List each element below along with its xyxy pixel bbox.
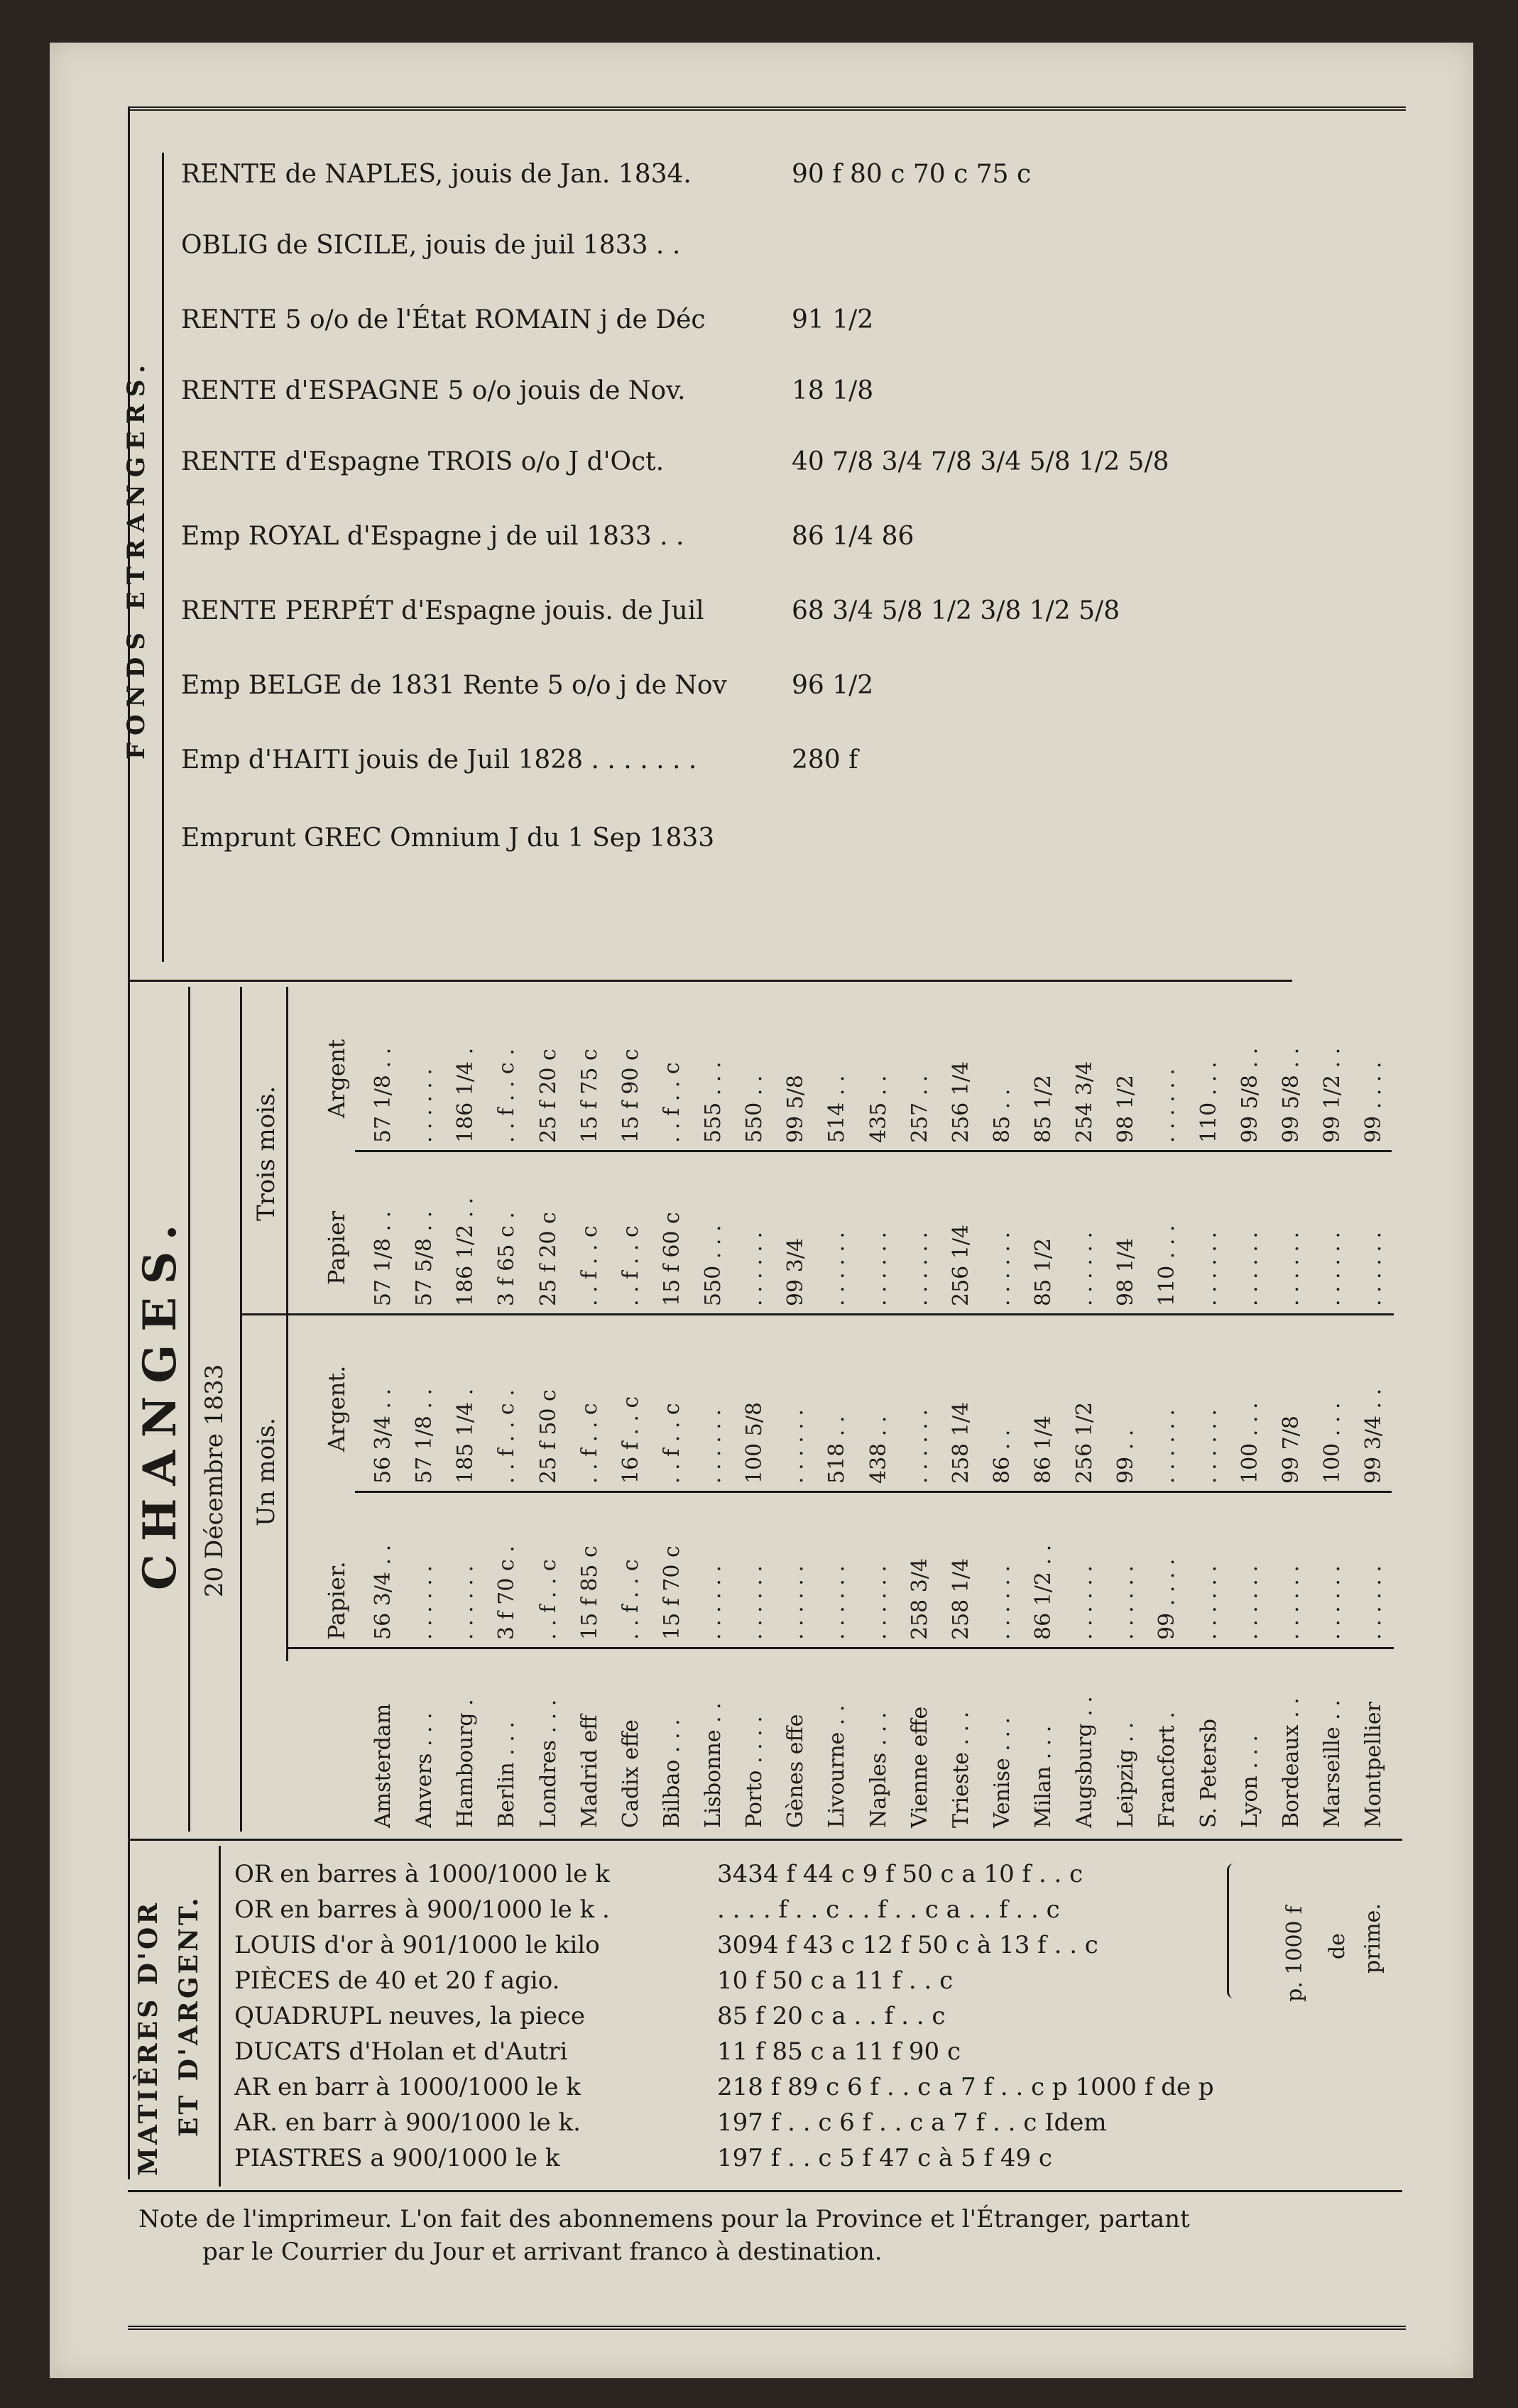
change-tm-papier: . . f . . c [577, 1225, 602, 1306]
section-separator [128, 980, 1292, 982]
change-tm-argent: . . f . . c [660, 1062, 684, 1143]
fonds-row [181, 671, 1331, 713]
fonds-row [181, 823, 1331, 866]
change-tm-papier: 186 1/2 . . [453, 1197, 478, 1306]
fonds-row [181, 745, 1331, 788]
change-tm-argent: 85 1/2 [1031, 1075, 1056, 1143]
tm-argent-header: Argent [323, 1039, 350, 1118]
change-tm-papier: . . . . . . [1279, 1232, 1304, 1306]
fonds-label: Emp d'HAITI jouis de Juil 1828 . . . . . . . [181, 745, 697, 775]
change-tm-argent: 99 5/8 . . [1238, 1047, 1262, 1143]
change-place: Milan . . . [1031, 1725, 1056, 1828]
change-um-papier: 258 1/4 [949, 1558, 973, 1640]
change-tm-papier: 550 . . . [701, 1225, 726, 1306]
change-um-papier: . . . . . . [990, 1565, 1015, 1640]
change-um-argent: 25 f 50 c [536, 1389, 561, 1484]
change-place: Berlin . . . [494, 1722, 519, 1828]
change-place: Leipzig . . [1113, 1722, 1138, 1828]
change-um-papier: . . . . . . [1361, 1565, 1386, 1640]
matieres-label: AR en barr à 1000/1000 le k [234, 2073, 581, 2101]
matieres-label: DUCATS d'Holan et d'Autri [234, 2037, 568, 2066]
change-tm-argent: 57 1/8 . . [371, 1047, 395, 1143]
change-um-papier: . . . . . . [742, 1565, 767, 1640]
change-um-argent: 16 f . . c [618, 1396, 643, 1484]
change-um-argent: 56 3/4 . . [371, 1388, 395, 1484]
change-place: S. Petersb [1196, 1719, 1221, 1828]
change-um-argent: 438 . . [866, 1416, 891, 1484]
change-tm-papier: 85 1/2 [1031, 1238, 1056, 1306]
section-separator [128, 1839, 1402, 1841]
change-um-papier: . . . . . . [1113, 1565, 1138, 1640]
column-divider [240, 1313, 286, 1315]
section-separator [128, 2190, 1402, 2192]
um-argent-header: Argent. [323, 1365, 350, 1452]
prime-note-2: de [1325, 1933, 1350, 1959]
fonds-value: 18 1/8 [792, 376, 874, 405]
change-tm-argent: 254 3/4 [1072, 1061, 1097, 1143]
column-divider [286, 1313, 1394, 1315]
change-um-argent: 99 . . [1113, 1429, 1138, 1484]
matieres-value: 10 f 50 c a 11 f . . c [717, 1966, 954, 1995]
changes-date: 20 Décembre 1833 [200, 1364, 229, 1597]
change-tm-papier: 98 1/4 [1113, 1238, 1138, 1306]
column-divider [286, 987, 288, 1661]
change-place: Madrid eff [577, 1714, 602, 1828]
um-papier-header: Papier. [323, 1561, 350, 1640]
matieres-label: LOUIS d'or à 901/1000 le kilo [234, 1931, 600, 1959]
change-um-argent: 99 7/8 [1279, 1416, 1304, 1484]
fonds-value: 280 f [792, 745, 858, 775]
change-um-papier: 99 . . . . [1154, 1558, 1179, 1640]
change-tm-papier: . . . . . . [907, 1232, 932, 1306]
change-tm-papier: 57 5/8 . . [412, 1210, 437, 1306]
prime-note-1: p. 1000 f [1282, 1905, 1307, 2002]
matieres-label: OR en barres à 900/1000 le k . [234, 1895, 610, 1924]
change-um-argent: 100 5/8 [742, 1401, 767, 1484]
change-tm-argent: 550 . . [742, 1075, 767, 1143]
fonds-label: RENTE PERPÉT d'Espagne jouis. de Juil [181, 596, 704, 625]
change-um-papier: 15 f 85 c [577, 1545, 602, 1640]
change-um-papier: 86 1/2 . . [1031, 1544, 1056, 1640]
change-place: Anvers . . . [412, 1712, 437, 1828]
change-place: Londres . . . [536, 1699, 561, 1828]
change-um-argent: . . f . . c . [494, 1389, 519, 1484]
matieres-value: 11 f 85 c a 11 f 90 c [717, 2037, 961, 2066]
section-divider [188, 987, 190, 1832]
fonds-row [181, 522, 1331, 564]
change-um-argent: 518 . . [824, 1416, 849, 1484]
change-um-argent: 99 3/4 . . [1361, 1388, 1386, 1484]
change-tm-papier: . . . . . . [742, 1232, 767, 1306]
change-um-papier: . . . . . . [1320, 1565, 1345, 1640]
change-tm-papier: 25 f 20 c [536, 1212, 561, 1306]
change-um-papier: . . . . . . [701, 1565, 726, 1640]
change-place: Gènes effe [783, 1714, 808, 1828]
matieres-label: AR. en barr à 900/1000 le k. [234, 2108, 581, 2137]
change-tm-argent: 15 f 90 c [618, 1049, 643, 1143]
change-tm-argent: 99 1/2 . . [1320, 1047, 1345, 1143]
change-tm-papier: 57 1/8 . . [371, 1210, 395, 1306]
fonds-value: 68 3/4 5/8 1/2 3/8 1/2 5/8 [792, 596, 1120, 625]
section-divider [219, 1846, 221, 2187]
change-tm-argent: 85 . . [990, 1088, 1015, 1143]
change-um-papier: . . f . . c [536, 1559, 561, 1640]
fonds-row [181, 160, 1331, 202]
matieres-value: 3094 f 43 c 12 f 50 c à 13 f . . c [717, 1931, 1098, 1959]
change-tm-argent: 555 . . . [701, 1061, 726, 1143]
un-mois-header: Un mois. [252, 1417, 280, 1526]
fonds-value: 40 7/8 3/4 7/8 3/4 5/8 1/2 5/8 [792, 447, 1169, 476]
change-place: Livourne . . [824, 1704, 849, 1828]
change-tm-argent: 186 1/4 . [453, 1047, 478, 1143]
matieres-label: PIASTRES a 900/1000 le k [234, 2144, 560, 2172]
change-place: Venise . . . [990, 1717, 1015, 1828]
fonds-label: RENTE d'ESPAGNE 5 o/o jouis de Nov. [181, 376, 686, 405]
change-um-argent: . . . . . . [701, 1409, 726, 1484]
column-divider [355, 1491, 1392, 1493]
change-place: Hambourg . [453, 1699, 478, 1828]
fonds-label: Emp ROYAL d'Espagne j de uil 1833 . . [181, 522, 684, 551]
fonds-row [181, 376, 1331, 419]
change-um-papier: 258 3/4 [907, 1558, 932, 1640]
change-tm-argent: 98 1/2 [1113, 1075, 1138, 1143]
matieres-label: OR en barres à 1000/1000 le k [234, 1860, 610, 1888]
change-tm-papier: 99 3/4 [783, 1238, 808, 1306]
change-tm-papier: . . . . . . [1072, 1232, 1097, 1306]
fonds-value: 86 1/4 86 [792, 522, 914, 551]
change-um-argent: 258 1/4 [949, 1401, 973, 1484]
change-tm-argent: 110 . . . [1196, 1061, 1221, 1143]
printer-note-line-2: par le Courrier du Jour et arrivant franco à destination. [202, 2238, 883, 2266]
fonds-label: RENTE de NAPLES, jouis de Jan. 1834. [181, 160, 692, 189]
fonds-label: RENTE d'Espagne TROIS o/o J d'Oct. [181, 447, 665, 476]
change-tm-argent: 514 . . [824, 1075, 849, 1143]
fonds-label: Emprunt GREC Omnium J du 1 Sep 1833 [181, 823, 715, 853]
change-um-papier: . . . . . . [1196, 1565, 1221, 1640]
printer-note [138, 2203, 1395, 2268]
fonds-row [181, 231, 1331, 273]
change-um-papier: . . . . . . [783, 1565, 808, 1640]
changes-section-title: CHANGES. [133, 1211, 187, 1590]
matieres-title-1: MATIÈRES D'OR [133, 1900, 163, 2176]
change-tm-argent: 257 . . [907, 1075, 932, 1143]
printer-note-line-1: Note de l'imprimeur. L'on fait des abonnemens pour la Province et l'Étranger, partant [138, 2205, 1190, 2233]
change-um-argent: . . . . . . [1154, 1409, 1179, 1484]
change-tm-papier: . . f . . c [618, 1225, 643, 1306]
change-tm-argent: 435 . . [866, 1075, 891, 1143]
change-um-argent: . . f . . c [660, 1403, 684, 1484]
fonds-section-title: FONDS ETRANGERS. [122, 357, 151, 760]
change-um-papier: 15 f 70 c [660, 1545, 684, 1640]
change-tm-papier: . . . . . . [824, 1232, 849, 1306]
change-um-argent: 100 . . . [1238, 1402, 1262, 1484]
prime-note-3: prime. [1360, 1903, 1385, 1974]
change-place: Vienne effe [907, 1706, 932, 1828]
change-tm-argent: 99 5/8 . . [1279, 1047, 1304, 1143]
change-um-argent: 256 1/2 [1072, 1401, 1097, 1484]
change-tm-argent: 15 f 75 c [577, 1049, 602, 1143]
change-um-papier: . . . . . . [866, 1565, 891, 1640]
change-place: Amsterdam [371, 1703, 395, 1828]
fonds-label: Emp BELGE de 1831 Rente 5 o/o j de Nov [181, 671, 727, 700]
matieres-label: QUADRUPL neuves, la piece [234, 2002, 585, 2030]
matieres-value: 197 f . . c 6 f . . c a 7 f . . c Idem [717, 2108, 1107, 2137]
change-place: Trieste . . . [949, 1711, 973, 1828]
change-um-argent: 57 1/8 . . [412, 1388, 437, 1484]
change-um-papier: . . f . . c [618, 1559, 643, 1640]
change-um-papier: . . . . . . [412, 1565, 437, 1640]
matieres-label: PIÈCES de 40 et 20 f agio. [234, 1966, 560, 1995]
change-tm-argent: . . . . . . [412, 1068, 437, 1143]
change-um-argent: . . . . . . [907, 1409, 932, 1484]
fonds-value: 91 1/2 [792, 305, 874, 334]
change-place: Montpellier [1361, 1702, 1386, 1828]
column-divider [355, 1150, 1392, 1152]
change-tm-papier: . . . . . . [990, 1232, 1015, 1306]
change-um-papier: . . . . . . [1072, 1565, 1097, 1640]
change-place: Marseille . . [1320, 1700, 1345, 1828]
change-tm-argent: . . f . . c . [494, 1049, 519, 1143]
fonds-row [181, 596, 1331, 639]
change-tm-papier: 110 . . . [1154, 1225, 1179, 1306]
change-tm-papier: 15 f 60 c [660, 1212, 684, 1306]
change-tm-papier: 256 1/4 [949, 1224, 973, 1306]
section-divider [162, 153, 164, 962]
change-tm-papier: . . . . . . [866, 1232, 891, 1306]
change-place: Bordeaux . . [1279, 1697, 1304, 1828]
change-um-argent: 86 1/4 [1031, 1416, 1056, 1484]
change-um-papier: . . . . . . [453, 1565, 478, 1640]
fonds-row [181, 447, 1331, 490]
change-um-papier: . . . . . . [1238, 1565, 1262, 1640]
change-um-argent: 86 . . [990, 1429, 1015, 1484]
change-tm-argent: 99 5/8 [783, 1075, 808, 1143]
change-um-argent: 185 1/4 . [453, 1388, 478, 1484]
matieres-value: 218 f 89 c 6 f . . c a 7 f . . c p 1000 f de p [717, 2073, 1214, 2101]
change-tm-papier: . . . . . . [1320, 1232, 1345, 1306]
change-um-argent: . . . . . . [1196, 1409, 1221, 1484]
change-tm-argent: 25 f 20 c [536, 1049, 561, 1143]
change-place: Francfort . [1154, 1712, 1179, 1828]
change-place: Cadix effe [618, 1719, 643, 1828]
tm-papier-header: Papier [323, 1210, 350, 1285]
change-um-argent: 100 . . . [1320, 1402, 1345, 1484]
change-um-argent: . . . . . . [783, 1409, 808, 1484]
change-place: Naples . . . [866, 1712, 891, 1828]
change-um-argent: . . f . . c [577, 1403, 602, 1484]
change-tm-argent: 256 1/4 [949, 1061, 973, 1143]
fonds-value: 90 f 80 c 70 c 75 c [792, 160, 1032, 189]
change-um-papier: . . . . . . [1279, 1565, 1304, 1640]
change-tm-papier: . . . . . . [1238, 1232, 1262, 1306]
change-tm-papier: . . . . . . [1196, 1232, 1221, 1306]
matieres-value: 3434 f 44 c 9 f 50 c a 10 f . . c [717, 1860, 1083, 1888]
change-tm-papier: . . . . . . [1361, 1232, 1386, 1306]
change-place: Lyon . . . [1238, 1735, 1262, 1828]
fonds-label: OBLIG de SICILE, jouis de juil 1833 . . [181, 231, 681, 260]
trois-mois-header: Trois mois. [252, 1085, 280, 1221]
matieres-value: 197 f . . c 5 f 47 c à 5 f 49 c [717, 2144, 1052, 2172]
column-divider [240, 987, 242, 1832]
change-tm-argent: . . . . . . [1154, 1068, 1179, 1143]
change-tm-papier: 3 f 65 c . [494, 1212, 519, 1306]
page-frame [128, 106, 1406, 2330]
fonds-row [181, 305, 1331, 348]
change-place: Porto . . . . [742, 1716, 767, 1828]
column-divider [286, 1647, 1394, 1649]
matieres-value: 85 f 20 c a . . f . . c [717, 2002, 946, 2030]
prime-bracket [1227, 1864, 1240, 1998]
change-um-papier: 56 3/4 . . [371, 1544, 395, 1640]
matieres-value: . . . . f . . c . . f . . c a . . f . . c [717, 1895, 1060, 1924]
change-um-papier: . . . . . . [824, 1565, 849, 1640]
change-place: Augsburg . . [1072, 1696, 1097, 1828]
fonds-label: RENTE 5 o/o de l'État ROMAIN j de Déc [181, 305, 706, 334]
matieres-title-2: ET D'ARGENT. [174, 1895, 204, 2137]
change-place: Bilbao . . . [660, 1719, 684, 1828]
change-um-papier: 3 f 70 c . [494, 1545, 519, 1640]
fonds-value: 96 1/2 [792, 671, 874, 700]
change-tm-argent: 99 . . . . [1361, 1061, 1386, 1143]
change-place: Lisbonne . . [701, 1702, 726, 1828]
